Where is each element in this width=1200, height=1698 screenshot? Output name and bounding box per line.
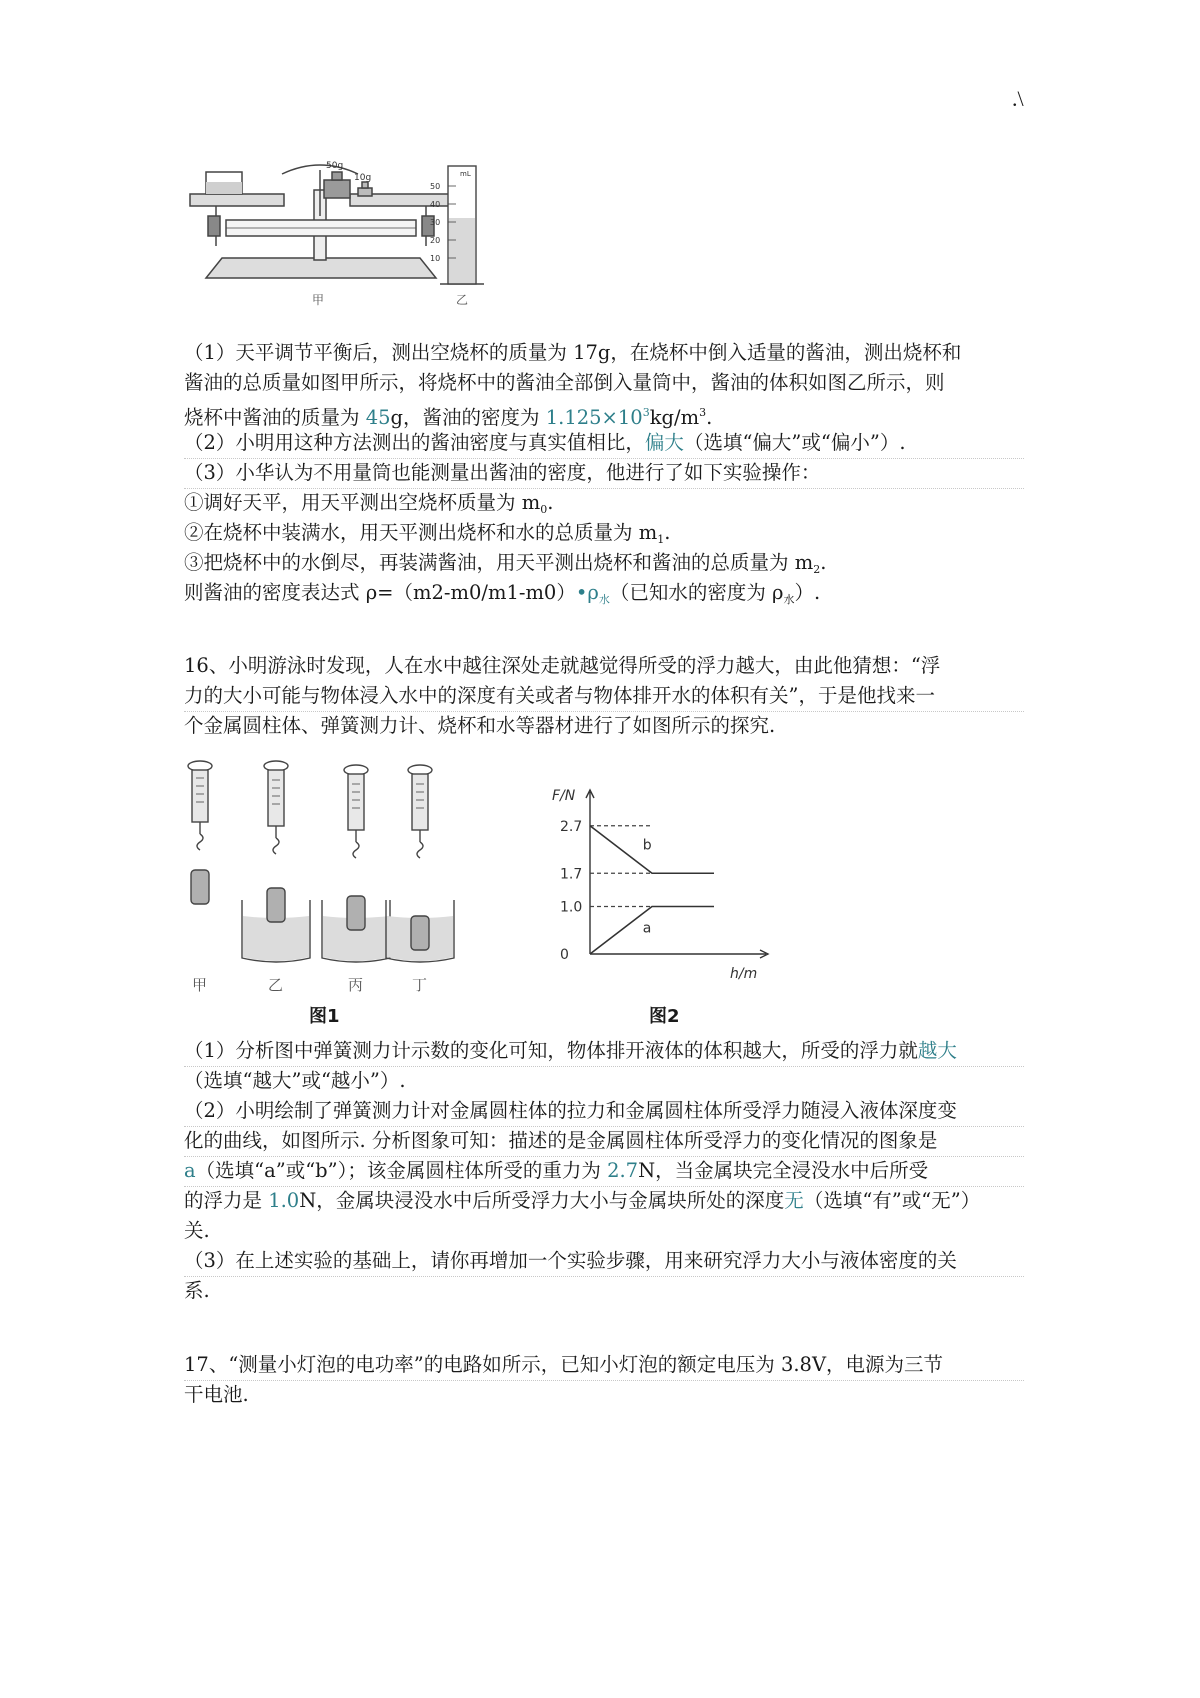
answer-bigger: 越大 <box>917 1039 957 1062</box>
q16-line-3: 个金属圆柱体、弹簧测力计、烧杯和水等器材进行了如图所示的探究. <box>184 714 776 737</box>
cylinder-tick-10: 10 <box>430 254 441 263</box>
q15-text: ①调好天平，用天平测出空烧杯质量为 m <box>184 491 541 514</box>
q17-line-2: 干电池. <box>184 1383 249 1406</box>
cylinder-tick-20: 20 <box>430 236 441 245</box>
q15-formula-line <box>184 578 1024 615</box>
cylinder-caption: 乙 <box>456 293 469 307</box>
q15-line-4 <box>184 428 1024 459</box>
q15-text: 烧杯中酱油的质量为 <box>184 406 366 429</box>
series-label-a: a <box>642 920 652 937</box>
q16-line-6: （2）小明绘制了弹簧测力计对金属圆柱体的拉力和金属圆柱体所受浮力随浸入液体深度变 <box>184 1096 1024 1127</box>
q15-unit: kg/m <box>649 406 700 429</box>
q16-line-1: 16、小明游泳时发现，人在水中越往深处走就越觉得所受的浮力越大，由此他猜想：“浮 <box>184 654 941 677</box>
q15-text: （已知水的密度为 ρ <box>609 581 784 604</box>
q16-line-10: 关. <box>184 1219 210 1242</box>
y-tick-label: 2.7 <box>560 818 583 835</box>
fig1-caption: 图1 <box>309 1006 340 1027</box>
y-tick-label: 1.0 <box>560 899 583 916</box>
q16-text: （选填“a”或“b”）；该金属圆柱体所受的重力为 <box>195 1159 608 1182</box>
cylinder-unit: mL <box>460 170 471 178</box>
balance-caption: 甲 <box>312 293 325 307</box>
answer-mass: 45 <box>365 406 391 429</box>
fig1-label-jia: 甲 <box>192 976 208 994</box>
q15-text: g，酱油的密度为 <box>390 406 546 429</box>
q16-line-4 <box>184 1036 1024 1067</box>
q17-line-1: 17、“测量小灯泡的电功率”的电路如所示，已知小灯泡的额定电压为 3.8V，电源为三节 <box>184 1350 1024 1381</box>
q15-text: ②在烧杯中装满水，用天平测出烧杯和水的总质量为 m <box>184 521 658 544</box>
q16-line-12: 系. <box>184 1279 210 1302</box>
q16-line-9 <box>184 1186 1024 1216</box>
cylinder-tick-50: 50 <box>430 182 441 191</box>
q15-subscript: 水 <box>783 593 795 606</box>
answer-bias: 偏大 <box>644 431 684 454</box>
balance-cylinder-figure <box>186 160 506 315</box>
q16-line-2: 力的大小可能与物体浸入水中的深度有关或者与物体排开水的体积有关”，于是他找来一 <box>184 681 1024 712</box>
q16-line-7: 化的曲线，如图所示. 分析图象可知：描述的是金属圆柱体所受浮力的变化情况的图象是 <box>184 1126 1024 1157</box>
q15-line-1: （1）天平调节平衡后，测出空烧杯的质量为 17g，在烧杯中倒入适量的酱油，测出烧杯和 <box>184 341 962 364</box>
q16-line-11: （3）在上述实验的基础上，请你再增加一个实验步骤，用来研究浮力大小与液体密度的关 <box>184 1246 1024 1277</box>
q16-text: （选填“有”或“无”） <box>803 1189 981 1212</box>
cylinder-tick-40: 40 <box>430 200 441 209</box>
answer-formula-subscript: 水 <box>598 593 610 606</box>
q15-text: ③把烧杯中的水倒尽，再装满酱油，用天平测出烧杯和酱油的总质量为 m <box>184 551 814 574</box>
q16-line-5: （选填“越大”或“越小”）. <box>184 1069 406 1092</box>
fig1-label-bing: 丙 <box>348 976 364 994</box>
q15-subscript: 1 <box>657 533 665 546</box>
fig2-caption: 图2 <box>649 1006 680 1027</box>
q15-unit-exponent: 3 <box>699 406 707 419</box>
force-depth-chart <box>540 778 780 988</box>
cylinder-tick-30: 30 <box>430 218 441 227</box>
q16-text: N，当金属块完全浸没水中后所受 <box>638 1159 929 1182</box>
answer-buoyancy: 1.0 <box>268 1189 300 1212</box>
series-line-a <box>590 907 714 955</box>
q15-text: . <box>664 521 671 544</box>
series-line-b <box>590 826 714 874</box>
fig1-label-ding: 丁 <box>412 976 428 994</box>
page-mark: .\ <box>1012 86 1024 111</box>
q15-text: （选填“偏大”或“偏小”）. <box>683 431 906 454</box>
answer-curve: a <box>184 1159 196 1182</box>
q15-text: . <box>706 406 713 429</box>
answer-formula: •ρ <box>575 581 599 604</box>
q15-text: ）. <box>794 581 821 604</box>
q15-text: （2）小明用这种方法测出的酱油密度与真实值相比， <box>184 431 645 454</box>
series-label-b: b <box>642 837 652 854</box>
q16-line-8 <box>184 1156 1024 1187</box>
q15-subscript: 0 <box>540 503 548 516</box>
y-tick-label: 0 <box>560 947 569 963</box>
weight-50-label: 50g <box>326 161 344 171</box>
q15-line-5: （3）小华认为不用量筒也能测量出酱油的密度，他进行了如下实验操作： <box>184 458 1024 489</box>
y-tick-label: 1.7 <box>560 866 583 883</box>
q16-text: 的浮力是 <box>184 1189 269 1212</box>
q15-subscript: 2 <box>813 563 821 576</box>
spring-scale-figure <box>180 758 480 1018</box>
answer-weight: 2.7 <box>607 1159 639 1182</box>
q15-text: 则酱油的密度表达式 ρ=（m2-m0/m1-m0） <box>184 581 576 604</box>
weight-10-label: 10g <box>354 173 372 183</box>
q15-text: . <box>547 491 554 514</box>
q15-line-2: 酱油的总质量如图甲所示，将烧杯中的酱油全部倒入量筒中，酱油的体积如图乙所示，则 <box>184 371 945 394</box>
fig1-label-yi: 乙 <box>268 976 284 994</box>
answer-density: 1.125×10 <box>545 406 643 429</box>
x-axis-label: h/m <box>730 966 758 982</box>
q16-text: （1）分析图中弹簧测力计示数的变化可知，物体排开液体的体积越大，所受的浮力就 <box>184 1039 918 1062</box>
answer-density-exponent: 3 <box>642 406 650 419</box>
q15-text: . <box>820 551 827 574</box>
answer-none: 无 <box>784 1189 804 1212</box>
q16-text: N，金属块浸没水中后所受浮力大小与金属块所处的深度 <box>299 1189 785 1212</box>
y-axis-label: F/N <box>552 788 576 804</box>
